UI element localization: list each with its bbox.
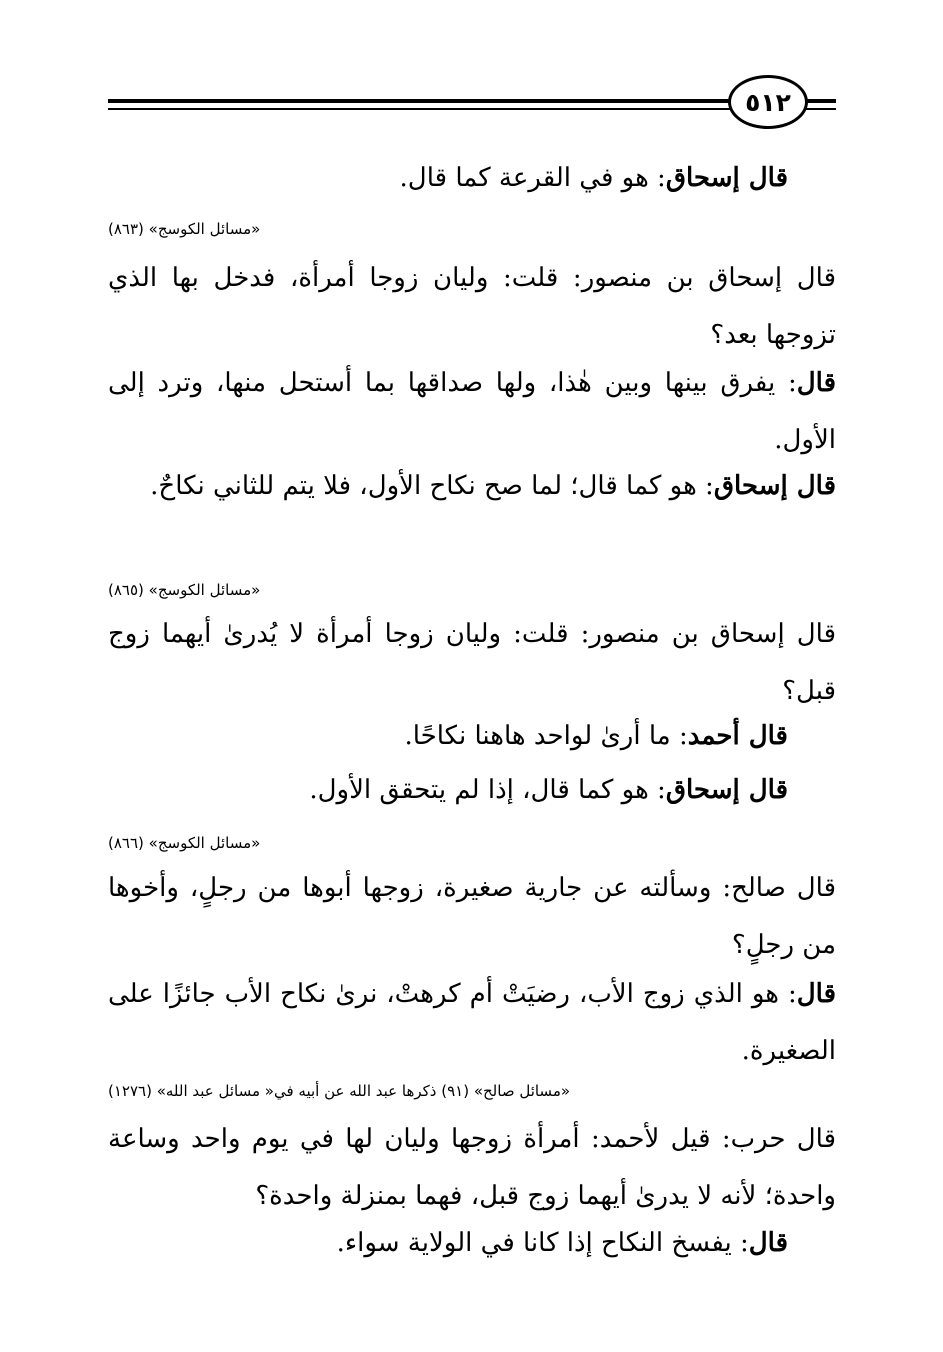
header-rule-tail-thin <box>806 108 836 110</box>
paragraph-text: قال صالح: وسألته عن جارية صغيرة، زوجها أبوها من رجلٍ، وأخوها من رجلٍ؟ <box>108 873 836 960</box>
speaker-label: قال <box>748 1228 788 1258</box>
speaker-label: قال <box>796 979 836 1009</box>
paragraph-salih-answer <box>108 966 836 1080</box>
paragraph-text: : يفسخ النكاح إذا كانا في الولاية سواء. <box>336 1228 749 1258</box>
paragraph-text: قال إسحاق بن منصور: قلت: وليان زوجا أمرأة لا يُدرىٰ أيهما زوج قبل؟ <box>108 619 836 706</box>
paragraph-text: : هو في القرعة كما قال. <box>399 163 666 193</box>
header-rule-thin <box>108 108 733 110</box>
paragraph-text: : هو كما قال، إذا لم يتحقق الأول. <box>309 775 666 805</box>
paragraph-answer-1 <box>108 355 836 469</box>
paragraph-ahmad-1 <box>108 708 836 765</box>
paragraph-ishaq-2 <box>108 458 836 515</box>
speaker-label: قال إسحاق <box>665 775 788 805</box>
source-citation-4: «مسائل صالح» (٩١) ذكرها عبد الله عن أبيه في« مسائل عبد الله» (١٢٧٦) <box>108 1082 571 1100</box>
paragraph-salih-question <box>108 860 836 974</box>
speaker-label: قال <box>796 368 836 398</box>
paragraph-ishaq-3 <box>108 762 836 819</box>
paragraph-text: : هو الذي زوج الأب، رضيَتْ أم كرهتْ، نرىٰ نكاح الأب جائزًا على الصغيرة. <box>108 979 836 1066</box>
paragraph-text: : ما أرىٰ لواحد هاهنا نكاحًا. <box>404 721 688 751</box>
header-rule-thick <box>108 99 733 103</box>
page-number-badge <box>728 75 808 129</box>
source-citation-3: «مسائل الكوسج» (٨٦٦) <box>108 834 261 852</box>
source-citation-2: «مسائل الكوسج» (٨٦٥) <box>108 581 261 599</box>
paragraph-question-1 <box>108 250 836 364</box>
paragraph-text: قال حرب: قيل لأحمد: أمرأة زوجها وليان لها في يوم واحد وساعة واحدة؛ لأنه لا يدرىٰ أيهما زوج قبل، فهما بمنزلة واحدة؟ <box>108 1124 836 1211</box>
paragraph-ishaq-1 <box>108 150 836 207</box>
speaker-label: قال أحمد <box>687 721 788 751</box>
paragraph-harb-answer <box>108 1215 836 1272</box>
paragraph-text: قال إسحاق بن منصور: قلت: وليان زوجا أمرأة، فدخل بها الذي تزوجها بعد؟ <box>108 263 836 350</box>
paragraph-harb-question <box>108 1111 836 1225</box>
source-citation-1: «مسائل الكوسج» (٨٦٣) <box>108 220 261 238</box>
paragraph-text: : يفرق بينها وبين هٰذا، ولها صداقها بما أستحل منها، وترد إلى الأول. <box>108 368 836 455</box>
speaker-label: قال إسحاق <box>713 471 836 501</box>
header-rule-tail-thick <box>806 99 836 103</box>
paragraph-question-2 <box>108 606 836 720</box>
speaker-label: قال إسحاق <box>665 163 788 193</box>
page-number: ٥١٢ <box>745 87 791 117</box>
paragraph-text: : هو كما قال؛ لما صح نكاح الأول، فلا يتم للثاني نكاحٌ. <box>150 471 714 501</box>
